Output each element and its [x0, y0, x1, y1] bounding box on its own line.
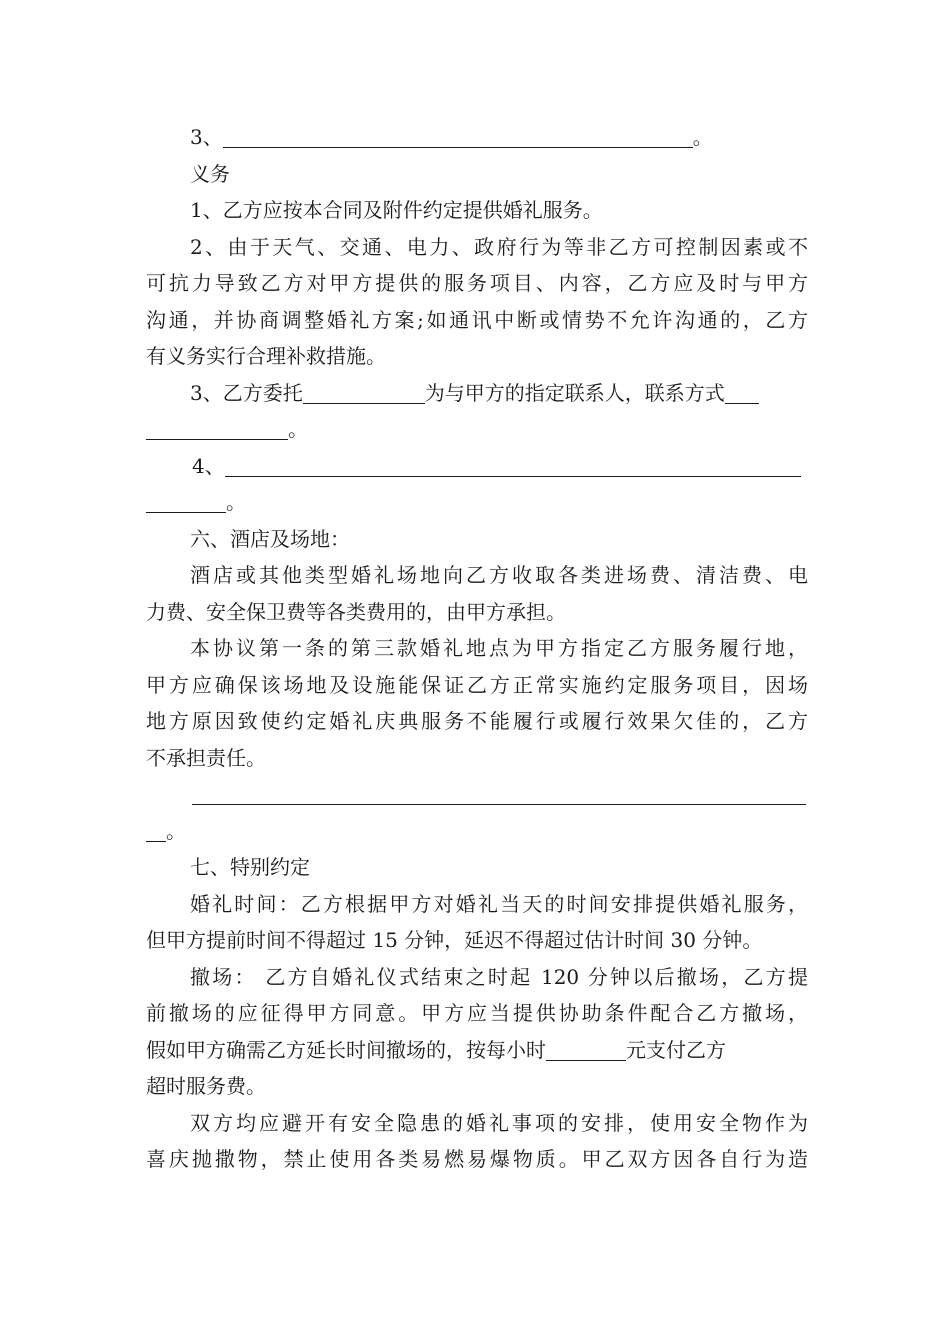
- blank-field-cont: [146, 819, 166, 842]
- paragraph-line: 地方原因致使约定婚礼庆典服务不能履行或履行效果欠佳的，乙方: [146, 709, 808, 733]
- paragraph-line: 甲方应确保该场地及设施能保证乙方正常实施约定服务项目，因场: [146, 672, 808, 697]
- contact-person-blank: [303, 381, 425, 404]
- text: 。: [288, 417, 308, 441]
- paragraph-line: 撤场： 乙方自婚礼仪式结束之时起 120 分钟以后撤场，乙方提: [190, 964, 808, 989]
- paragraph-line: 本协议第一条的第三款婚礼地点为甲方指定乙方服务履行地，: [190, 636, 808, 660]
- section-heading: 六、酒店及场地：: [190, 526, 350, 551]
- paragraph-line: [146, 411, 808, 448]
- paragraph-line: 1、乙方应按本合同及附件约定提供婚礼服务。: [190, 198, 603, 222]
- text: 3、乙方委托: [190, 380, 303, 405]
- text: 4、: [192, 453, 225, 478]
- paragraph-line: 但甲方提前时间不得超过 15 分钟，延迟不得超过估计时间 30 分钟。: [146, 928, 763, 952]
- blank-field-cont: [146, 490, 226, 513]
- text: 。: [692, 125, 713, 149]
- contact-method-blank: [725, 381, 759, 404]
- paragraph-line: [146, 1032, 808, 1069]
- paragraph-line: [146, 813, 808, 850]
- paragraph-line: [146, 484, 808, 521]
- paragraph-line: 有义务实行合理补救措施。: [146, 344, 386, 368]
- blank-field: [225, 454, 801, 477]
- blank-field: [192, 782, 806, 805]
- text: 为与甲方的指定联系人，联系方式: [424, 380, 725, 405]
- text: 3、: [190, 125, 223, 149]
- paragraph-line: [146, 776, 808, 813]
- paragraph-line: 可抗力导致乙方对甲方提供的服务项目、内容，乙方应及时与甲方: [146, 271, 808, 295]
- paragraph-line: 不承担责任。: [146, 745, 266, 770]
- document-page: [146, 119, 808, 1178]
- text: 元支付乙方: [626, 1037, 726, 1062]
- paragraph-line: 婚礼时间：乙方根据甲方对婚礼当天的时间安排提供婚礼服务，: [190, 891, 808, 916]
- paragraph-line: [146, 119, 808, 156]
- text: 假如甲方确需乙方延长时间撤场的，按每小时: [146, 1037, 546, 1062]
- paragraph-line: 义务: [190, 161, 230, 186]
- paragraph-line: 沟通，并协商调整婚礼方案;如通讯中断或情势不允许沟通的，乙方: [146, 307, 808, 332]
- section-heading: 七、特别约定: [190, 855, 310, 879]
- text: 。: [166, 818, 186, 843]
- paragraph-line: 力费、安全保卫费等各类费用的，由甲方承担。: [146, 599, 566, 624]
- paragraph-line: 2、由于天气、交通、电力、政府行为等非乙方可控制因素或不: [190, 234, 808, 259]
- paragraph-line: [146, 448, 808, 485]
- paragraph-line: 喜庆抛撒物，禁止使用各类易燃易爆物质。甲乙双方因各自行为造: [146, 1147, 808, 1171]
- paragraph-line: [146, 375, 808, 412]
- contact-method-blank-cont: [146, 417, 288, 440]
- text: 。: [226, 490, 246, 514]
- blank-field: [223, 125, 693, 148]
- hourly-fee-blank: [546, 1038, 626, 1061]
- paragraph-line: 超时服务费。: [146, 1074, 266, 1098]
- paragraph-line: 双方均应避开有安全隐患的婚礼事项的安排，使用安全物作为: [190, 1110, 808, 1135]
- paragraph-line: 酒店或其他类型婚礼场地向乙方收取各类进场费、清洁费、电: [190, 563, 808, 587]
- paragraph-line: 前撤场的应征得甲方同意。甲方应当提供协助条件配合乙方撤场，: [146, 1001, 808, 1025]
